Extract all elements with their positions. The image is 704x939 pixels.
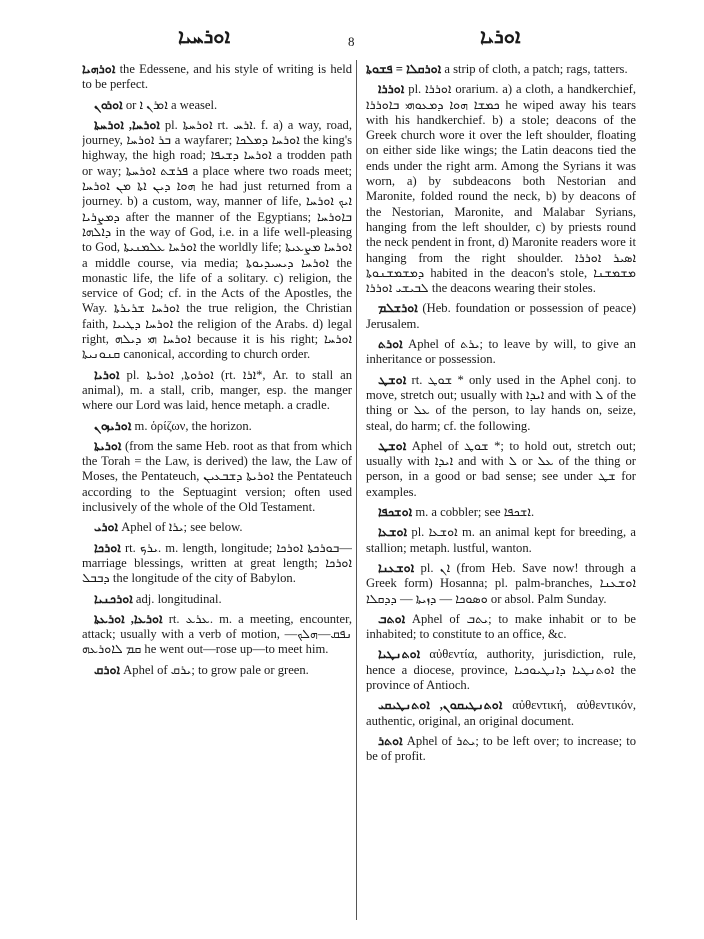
- entry-headword: ܐܘܫܟܦܐ: [378, 505, 413, 520]
- entry-definition: Aphel of ܝܬܪ; to be left over; to increase; to be of profit.: [366, 733, 636, 764]
- entry-headword: ܐܘܪܩܠܐ = ܦܫܘܬܐ: [366, 62, 442, 76]
- entry-headword: ܐܘܪܝܙܘܢ: [94, 418, 132, 433]
- entry-definition: pl. ܐܘܪܘܬܐ, ܐܘܪܝܬܐ (rt. ܐܪܐ*, Ar. to stall an animal), m. a stall, crib, manger, esp. the manger where our Lord was laid, hence metaph. a cradle.: [82, 367, 352, 413]
- entry-definition: pl. ܐܘܫܥܐ m. an animal kept for breeding, a stallion; metaph. lustful, wanton.: [366, 525, 636, 555]
- entry-definition: αὐθεντική, αὐθεντικόν, authentic, original, an original document.: [366, 698, 636, 728]
- dictionary-entry: [366, 439, 636, 500]
- entry-definition: rt. ܥܪܥ. m. a meeting, encounter, attack; usually with a verb of motion, ܢܦܩ—ܗܠܟ—ܩܡ ܠܐܘܪܥܗ he went out—rose up—to meet him.: [82, 611, 352, 657]
- entry-definition: adj. longitudinal.: [135, 591, 222, 606]
- dictionary-entry: [82, 439, 352, 515]
- dictionary-entry: [82, 520, 352, 535]
- dictionary-entry: [82, 663, 352, 678]
- entry-headword: ܐܘܪܝ: [94, 520, 119, 535]
- dictionary-entry: [82, 62, 352, 93]
- dictionary-entry: [82, 368, 352, 414]
- dictionary-entry: [366, 373, 636, 434]
- column-divider: [356, 60, 357, 920]
- entry-definition: Aphel of ܝܪܩ; to grow pale or green.: [123, 662, 309, 677]
- entry-headword: ܐܘܫܛ: [378, 372, 407, 387]
- entry-headword: ܐܘܬܒ: [378, 611, 406, 626]
- dictionary-entry: [366, 612, 636, 643]
- entry-definition: m. ὁρίζων, the horizon.: [134, 418, 252, 433]
- entry-headword: ܐܘܫܥܐ: [378, 525, 408, 540]
- dictionary-entry: [366, 525, 636, 556]
- entry-definition: Aphel of ܝܪܬ; to leave by will, to give an inheritance or possession.: [366, 337, 636, 367]
- entry-headword: ܐܘܫܛ: [378, 438, 407, 453]
- entry-headword: ܐܘܪܩ: [94, 662, 121, 677]
- entry-headword: ܐܘܪܚܐ, ܐܘܪܚܬܐ: [94, 117, 160, 132]
- entry-definition: pl. ܐܢ (from Heb. Save now! through a Greek form) Hosanna; pl. palm-branches, ܐܘܫܥܢܐ ܘܣܘܟܐ — ܕܙܝܬܐ — ܕܕܩܠܐ or absol. Palm Sunday.: [366, 560, 636, 606]
- header-right-guide-word: ܐܘܪܝܐ: [480, 26, 521, 48]
- entry-definition: Aphel of ܫܘܛ *; to hold out, stretch out; usually with ܐܝܕܐ and with ܠ or ܥܠ of the thing or person, in a good or bad sense; see under ܫܛ for examples.: [366, 438, 636, 499]
- entry-headword: ܐܘܪܟܐ: [94, 540, 121, 555]
- entry-definition: the Edessene, and his style of writing is held to be perfect.: [82, 62, 352, 92]
- entry-definition: Aphel of ܝܬܒ; to make inhabit or to be inhabited; to constitute to an office, &c.: [366, 611, 636, 642]
- header-left-guide-word: ܐܘܪܚܝܐ: [178, 26, 231, 48]
- right-column: [366, 62, 636, 927]
- entry-headword: ܐܘܪܫܠܡ: [378, 301, 418, 316]
- dictionary-entry: [82, 118, 352, 363]
- dictionary-entry: [366, 337, 636, 368]
- dictionary-entry: [366, 698, 636, 729]
- entry-definition: rt. ܝܪܟ. m. length, longitude; ܒܘܪܟܬܐ ܐܘܪܟܐ—marriage blessings, written at great length; ܐܘܪܟܐ ܕܒܒܠ the longitude of the city of Babylon.: [82, 540, 352, 586]
- entry-headword: ܐܘܪܘܢ: [94, 97, 123, 112]
- dictionary-entry: [82, 98, 352, 113]
- entry-headword: ܐܘܪܟܢܝܐ: [94, 591, 133, 606]
- entry-headword: ܐܘܪܝܐ: [94, 367, 120, 382]
- dictionary-entry: [82, 612, 352, 658]
- dictionary-entry: [366, 647, 636, 693]
- dictionary-entry: [366, 301, 636, 332]
- left-column: [82, 62, 352, 927]
- entry-headword: ܐܘܬܪ: [378, 733, 403, 748]
- entry-headword: ܐܘܪܪܐ: [378, 82, 405, 97]
- dictionary-entry: [82, 541, 352, 587]
- entry-headword: ܐܘܪܝܬܐ: [94, 438, 122, 453]
- dictionary-entry: [366, 561, 636, 607]
- entry-definition: pl. ܐܘܪܪܐ orarium. a) a cloth, a handkerchief, ܟܡܫܐ ܗܘܐ ܕܡܥܘܗܝ ܒܐܘܪܪܐ he wiped away his tears with his handkerchief. b) a stole; deacons of the Greek church wore it over the left shoulder, floating on either side like wings; the Latin deacons tied the ends under the right arm. Among the Syrians it was worn, a) by subdeacons both Nestorian and Maronite, folded round the neck, b) by deacons of the Nestorian, Maronite, and Malabar Syrians, hanging from the left shoulder, c) by priests round the neck pendent in front, d) Maronite readers wore it hanging from the right shoulder. ܐܣܝܪ ܐܘܪܪܐ ܕܡܫܡܫܢܘܬܐ habited in the deacon's stole, ܡܫܡܫܢܐ ܠܒܝܫܝ ܐܘܪܪܐ the deacons wearing their stoles.: [366, 82, 636, 296]
- dictionary-entry: [82, 592, 352, 607]
- dictionary-entry: [82, 419, 352, 434]
- entry-definition: Aphel of ܝܪܐ; see below.: [121, 520, 243, 535]
- entry-definition: αὐθεντία, authority, jurisdiction, rule, hence a diocese, province, ܐܘܬܢܛܝܐ ܕܐܢܛܝܘܟܝܐ the province of Antioch.: [366, 647, 636, 692]
- entry-definition: m. a cobbler; see ܐܫܟܦܐ.: [415, 505, 535, 520]
- entry-headword: ܐܘܪܬ: [378, 337, 403, 352]
- entry-definition: or ܐܘܪܢ ܐ a weasel.: [125, 97, 218, 112]
- dictionary-entry: [366, 82, 636, 296]
- dictionary-entry: [366, 734, 636, 765]
- page-header: [0, 26, 704, 54]
- entry-definition: rt. ܫܘܛ * only used in the Aphel conj. to move, stretch out; usually with ܐܝܕܐ and with ܠ of the thing or ܥܠ of the person, to lay hands on, seize, steal, do harm; cf. the following.: [366, 372, 636, 433]
- entry-definition: pl. ܐܘܪܚܬܐ rt. ܐܪܚ. f. a) a way, road, journey, ܒܪ ܐܘܪܚܐ a wayfarer; ܐܘܪܚܐ ܕܡܠܟܐ the king's highway, the high road; ܐܘܪܚܐ ܕܫܝܦܐ a trodden path or way; ܦܪܫܬ ܐܘܪܚܬܐ a place where two roads meet; ܗܘܐ ܕܝܢ ܐܬܐ ܡܢ ܐܘܪܚܐ he had just returned from a journey. b) a custom, way, manner of life, ܐܝܟ ܐܘܪܚܐ ܕܡܨܪܝܐ after the manner of the Egyptians; ܒܐܘܪܚܐ ܕܐܠܗܐ in the way of God, i.e. in a life well-pleasing to God, ܐܘܪܚܐ ܥܠܡܢܝܬܐ the worldly life; ܐܘܪܚܐ ܡܨܥܝܬܐ a middle course, via media; ܐܘܪܚܐ ܕܝܚܝܕܝܘܬܐ the monastic life, the life of a solitary. c) religion, the service of God; cf. in the Acts of the Apostles, the Way. ܐܘܪܚܐ ܫܪܝܪܬܐ the true religion, the Christian faith, ܐܘܪܚܐ ܕܛܝܝܐ the religion of the Arabs. d) legal right, ܐܘܪܚܐ ܗܝ ܕܝܠܗ because it is his right; ܐܘܪܚܐ ܩܢܘܢܝܬܐ canonical, according to church order.: [82, 117, 352, 362]
- entry-definition: (Heb. foundation or possession of peace) Jerusalem.: [366, 301, 636, 331]
- dictionary-entry: [366, 505, 636, 520]
- entry-definition: a strip of cloth, a patch; rags, tatters.: [444, 62, 628, 76]
- entry-headword: ܐܘܪܗܝܐ: [82, 62, 116, 76]
- dictionary-entry: [366, 62, 636, 77]
- entry-headword: ܐܘܫܥܢܐ: [378, 560, 415, 575]
- entry-definition: (from the same Heb. root as that from which the Torah = the Law, is derived) the law, the Law of Moses, the Pentateuch, ܐܘܪܝܬܐ ܕܫܒܥܝܢ the Pentateuch according to the Septuagint version; often used inclusively of the whole of the Old Testament.: [82, 438, 352, 515]
- page-number: 8: [348, 34, 355, 49]
- entry-headword: ܐܘܬܢܛܝܩܘܢ, ܐܘܬܢܛܝܩܝ: [378, 698, 503, 713]
- entry-headword: ܐܘܬܢܛܝܐ: [378, 647, 421, 662]
- entry-headword: ܐܘܪܥܐ, ܐܘܪܥܬܐ: [94, 611, 163, 626]
